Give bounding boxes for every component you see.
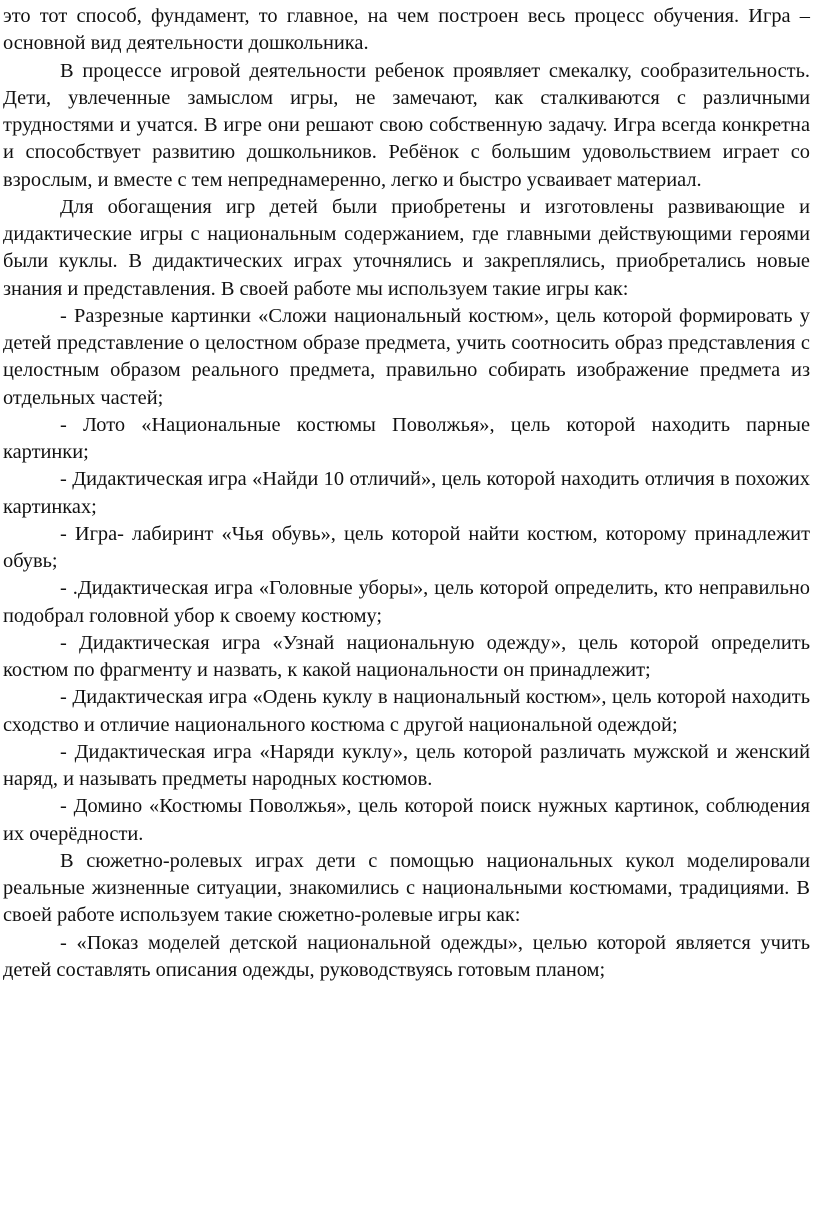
- list-item-headwear: - .Дидактическая игра «Головные уборы», цель которой определить, кто неправильно подобрал головной убор к своему костюму;: [3, 577, 810, 627]
- paragraph-role-play: В сюжетно-ролевых играх дети с помощью национальных кукол моделировали реальные жизненные ситуации, знакомились с национальными костюмами, традициями. В своей работе используем такие сюжетно-ролевые игры как:: [3, 849, 810, 927]
- list-item-cut-pictures: - Разрезные картинки «Сложи национальный костюм», цель которой формировать у детей представление о целостном образе предмета, учить соотносить образ представления с целостным образом реального предмета, правильно собирать изображение предмета из отдельных частей;: [3, 304, 810, 409]
- list-item-find-differences: - Дидактическая игра «Найди 10 отличий», цель которой находить отличия в похожих картинках;: [3, 468, 810, 518]
- list-item-dress-doll-costume: - Дидактическая игра «Одень куклу в национальный костюм», цель которой находить сходство и отличие национального костюма с другой национальной одеждой;: [3, 686, 810, 736]
- list-item-lotto: - Лото «Национальные костюмы Поволжья», цель которой находить парные картинки;: [3, 413, 810, 463]
- paragraph-continuation: это тот способ, фундамент, то главное, на чем построен весь процесс обучения. Игра – основной вид деятельности дошкольника.: [3, 5, 810, 55]
- list-item-recognize-clothing: - Дидактическая игра «Узнай национальную одежду», цель которой определить костюм по фрагменту и назвать, к какой национальности он принадлежит;: [3, 631, 810, 681]
- paragraph-play-activity: В процессе игровой деятельности ребенок проявляет смекалку, сообразительность. Дети, увлеченные замыслом игры, не замечают, как сталкиваются с различными трудностями и учатся. В игре они решают свою собственную задачу. Игра всегда конкретна и способствует развитию дошкольников. Ребёнок с большим удовольствием играет со взрослым, и вместе с тем непреднамеренно, легко и быстро усваивает материал.: [3, 59, 810, 191]
- list-item-dress-up-doll: - Дидактическая игра «Наряди куклу», цель которой различать мужской и женский наряд, и называть предметы народных костюмов.: [3, 740, 810, 790]
- list-item-domino: - Домино «Костюмы Поволжья», цель которой поиск нужных картинок, соблюдения их очерёдности.: [3, 795, 810, 845]
- list-item-fashion-show: - «Показ моделей детской национальной одежды», целью которой является учить детей составлять описания одежды, руководствуясь готовым планом;: [3, 931, 810, 981]
- paragraph-enrichment: Для обогащения игр детей были приобретены и изготовлены развивающие и дидактические игры с национальным содержанием, где главными действующими героями были куклы. В дидактических играх уточнялись и закреплялись, приобретались новые знания и представления. В своей работе мы используем такие игры как:: [3, 195, 810, 300]
- list-item-labyrinth: - Игра- лабиринт «Чья обувь», цель которой найти костюм, которому принадлежит обувь;: [3, 522, 810, 572]
